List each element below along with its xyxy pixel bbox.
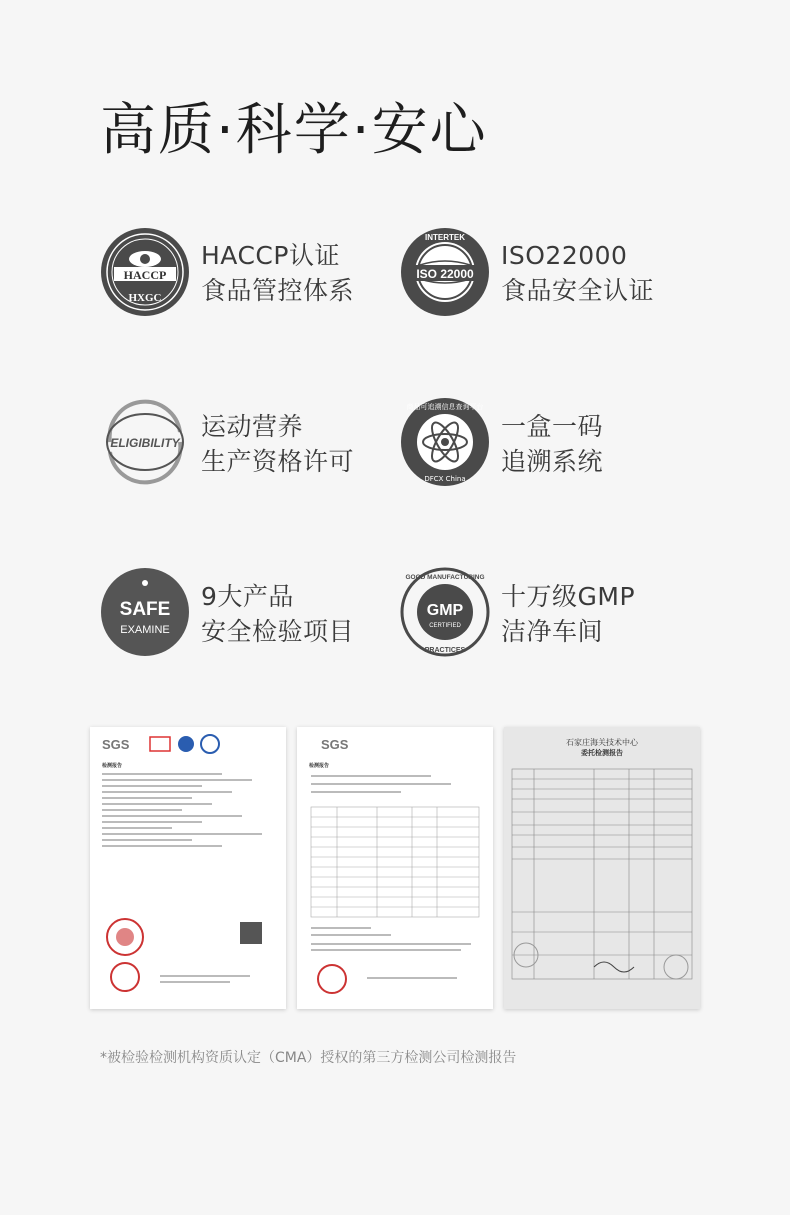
report-title: 检测报告 [102, 763, 123, 769]
intertek-iso-seal-icon [400, 227, 490, 317]
cert-label-haccp [201, 238, 354, 308]
eligibility-seal-icon [100, 397, 190, 487]
haccp-seal-sub: HXGC [128, 292, 162, 304]
haccp-seal-icon [100, 227, 190, 317]
report-document-3[interactable] [504, 727, 700, 1009]
report-title: 检测报告 [309, 763, 330, 769]
cert-label-safe [201, 579, 354, 649]
cert-line2: 洁净车间 [501, 617, 604, 646]
gmp-seal-bottom: PRACTICES [424, 647, 466, 654]
report-header: SGS [321, 737, 349, 752]
iso-seal-text: ISO 22000 [416, 267, 474, 281]
haccp-seal-text: HACCP [123, 268, 167, 282]
cert-line2: 食品管控体系 [201, 276, 355, 305]
cert-line1: 十万级GMP [501, 582, 636, 611]
eligibility-seal-text: ELIGIBILITY [110, 436, 180, 450]
report-title: 委托检测报告 [581, 749, 623, 757]
cert-line1: HACCP认证 [201, 241, 340, 270]
svg-text:GMP: GMP [426, 602, 464, 619]
intertek-seal-text: INTERTEK [425, 233, 465, 242]
report-document-1[interactable] [90, 727, 286, 1009]
cert-line2: 食品安全认证 [501, 276, 655, 305]
report-document-2[interactable] [297, 727, 493, 1009]
cert-line1: 9大产品 [201, 582, 294, 611]
report-header: SGS [102, 737, 130, 752]
trace-seal-bottom: DFCX China [424, 475, 466, 483]
cert-line2: 安全检验项目 [201, 617, 355, 646]
safe-examine-seal-icon [100, 567, 190, 657]
traceability-seal-icon [400, 397, 490, 487]
cert-line2: 追溯系统 [501, 447, 604, 476]
safe-seal-text: SAFE [119, 599, 171, 620]
svg-text:CERTIFIED: CERTIFIED [429, 623, 461, 629]
trace-seal-top: 商品可追溯信息查询平台 [406, 403, 484, 411]
page-title: 高质·科学·安心 [100, 98, 488, 163]
footnote: *被检验检测机构资质认定（CMA）授权的第三方检测公司检测报告 [100, 1050, 517, 1066]
gmp-seal-top: GOOD MANUFACTURING [405, 574, 485, 581]
gmp-seal-icon [400, 567, 490, 657]
cert-line1: 一盒一码 [501, 412, 604, 441]
examine-seal-text: EXAMINE [120, 624, 170, 636]
cert-label-iso [501, 238, 654, 308]
cert-line1: ISO22000 [501, 241, 628, 270]
cert-line1: 运动营养 [201, 412, 304, 441]
report-header: 石家庄海关技术中心 [566, 738, 638, 747]
cert-label-trace [501, 409, 603, 479]
cert-label-gmp [501, 579, 635, 649]
cert-label-eligibility [201, 409, 354, 479]
cert-line2: 生产资格许可 [201, 447, 355, 476]
